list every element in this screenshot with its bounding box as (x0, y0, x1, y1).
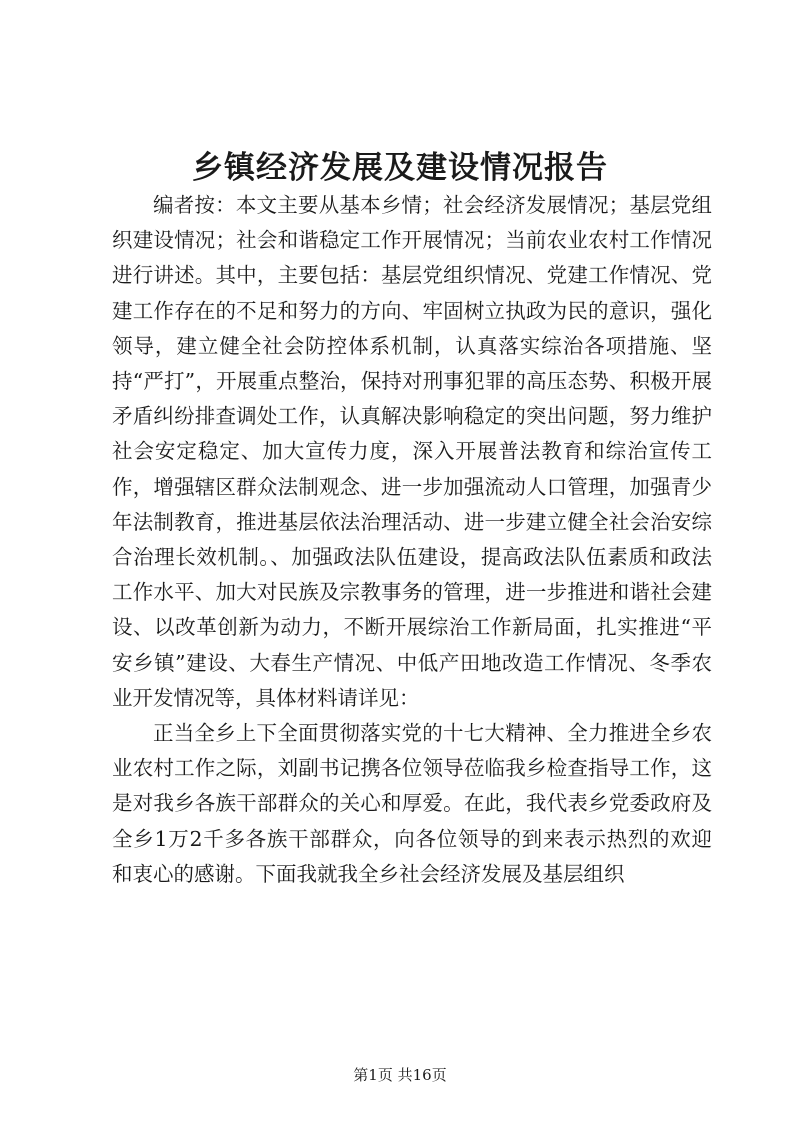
page-footer (0, 1064, 800, 1085)
editor-note-paragraph: 编者按：本文主要从基本乡情；社会经济发展情况；基层党组织建设情况；社会和谐稳定工作开展情况；当前农业农村工作情况进行讲述。其中，主要包括：基层党组织情况、党建工作情况、党建工作存在的不足和努力的方向、牢固树立执政为民的意识，强化领导，建立健全社会防控体系机制，认真落实综治各项措施、坚持“严打”，开展重点整治，保持对刑事犯罪的高压态势、积极开展矛盾纠纷排查调处工作，认真解决影响稳定的突出问题，努力维护社会安定稳定、加大宣传力度，深入开展普法教育和综治宣传工作，增强辖区群众法制观念、进一步加强流动人口管理，加强青少年法制教育，推进基层依法治理活动、进一步建立健全社会治安综合治理长效机制。、加强政法队伍建设，提高政法队伍素质和政法工作水平、加大对民族及宗教事务的管理，进一步推进和谐社会建设、以改革创新为动力，不断开展综治工作新局面，扎实推进“平安乡镇”建设、大春生产情况、中低产田地改造工作情况、冬季农业开发情况等，具体材料请详见： (112, 193, 712, 710)
document-title: 乡镇经济发展及建设情况报告 (192, 150, 608, 186)
page-number-text: 第1页 共16页 (353, 1066, 447, 1084)
document-body (112, 188, 712, 892)
report-intro-paragraph: 正当全乡上下全面贯彻落实党的十七大精神、全力推进全乡农业农村工作之际，刘副书记携各位领导莅临我乡检查指导工作，这是对我乡各族干部群众的关心和厚爱。在此，我代表乡党委政府及全乡1万2千多各族干部群众，向各位领导的到来表示热烈的欢迎和衷心的感谢。下面我就我全乡社会经济发展及基层组织 (112, 721, 712, 886)
